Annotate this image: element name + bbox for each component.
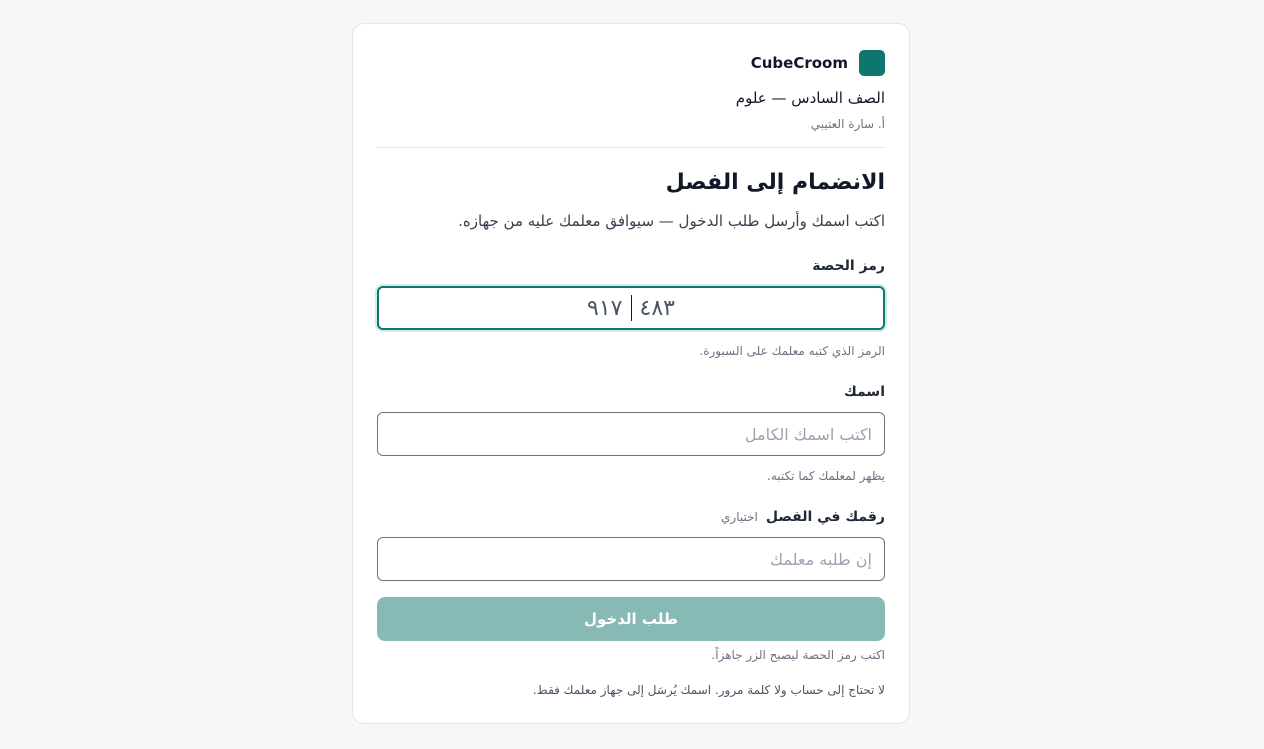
text-caret	[631, 295, 632, 321]
join-card	[352, 23, 910, 724]
page-title: الانضمام إلى الفصل	[665, 170, 885, 195]
brand-logo-icon	[859, 50, 885, 76]
code-value-part1: ٤٨٣	[639, 295, 675, 321]
brand-name: CubeCroom	[750, 54, 848, 72]
name-placeholder: اكتب اسمك الكامل	[744, 424, 872, 444]
request-entry-button[interactable]: طلب الدخول	[377, 597, 885, 641]
class-name: الصف السادس — علوم	[735, 89, 885, 107]
divider	[377, 147, 885, 148]
submit-hint: اكتب رمز الحصة ليصبح الزر جاهزاً.	[711, 648, 885, 662]
name-label	[844, 384, 885, 400]
teacher-name: أ. سارة العتيبي	[810, 117, 885, 131]
class-number-input[interactable]	[377, 537, 885, 581]
name-label-text: اسمك	[844, 384, 885, 400]
brand-row	[751, 50, 885, 76]
code-label-text: رمز الحصة	[812, 258, 885, 274]
number-label	[721, 509, 885, 525]
session-code-input[interactable]	[377, 286, 885, 330]
code-label	[812, 258, 885, 274]
name-input[interactable]	[377, 412, 885, 456]
code-hint: الرمز الذي كتبه معلمك على السبورة.	[699, 344, 885, 358]
number-label-text: رقمك في الفصل	[765, 509, 885, 525]
optional-badge: اختياري	[721, 510, 758, 524]
privacy-note: لا تحتاج إلى حساب ولا كلمة مرور. اسمك يُرسَل إلى جهاز معلمك فقط.	[532, 683, 885, 697]
intro-text: اكتب اسمك وأرسل طلب الدخول — سيوافق معلمك عليه من جهازه.	[458, 212, 885, 230]
number-placeholder: إن طلبه معلمك	[769, 549, 872, 569]
name-hint: يظهر لمعلمك كما تكتبه.	[767, 469, 885, 483]
code-value-part2: ٩١٧	[587, 295, 623, 321]
